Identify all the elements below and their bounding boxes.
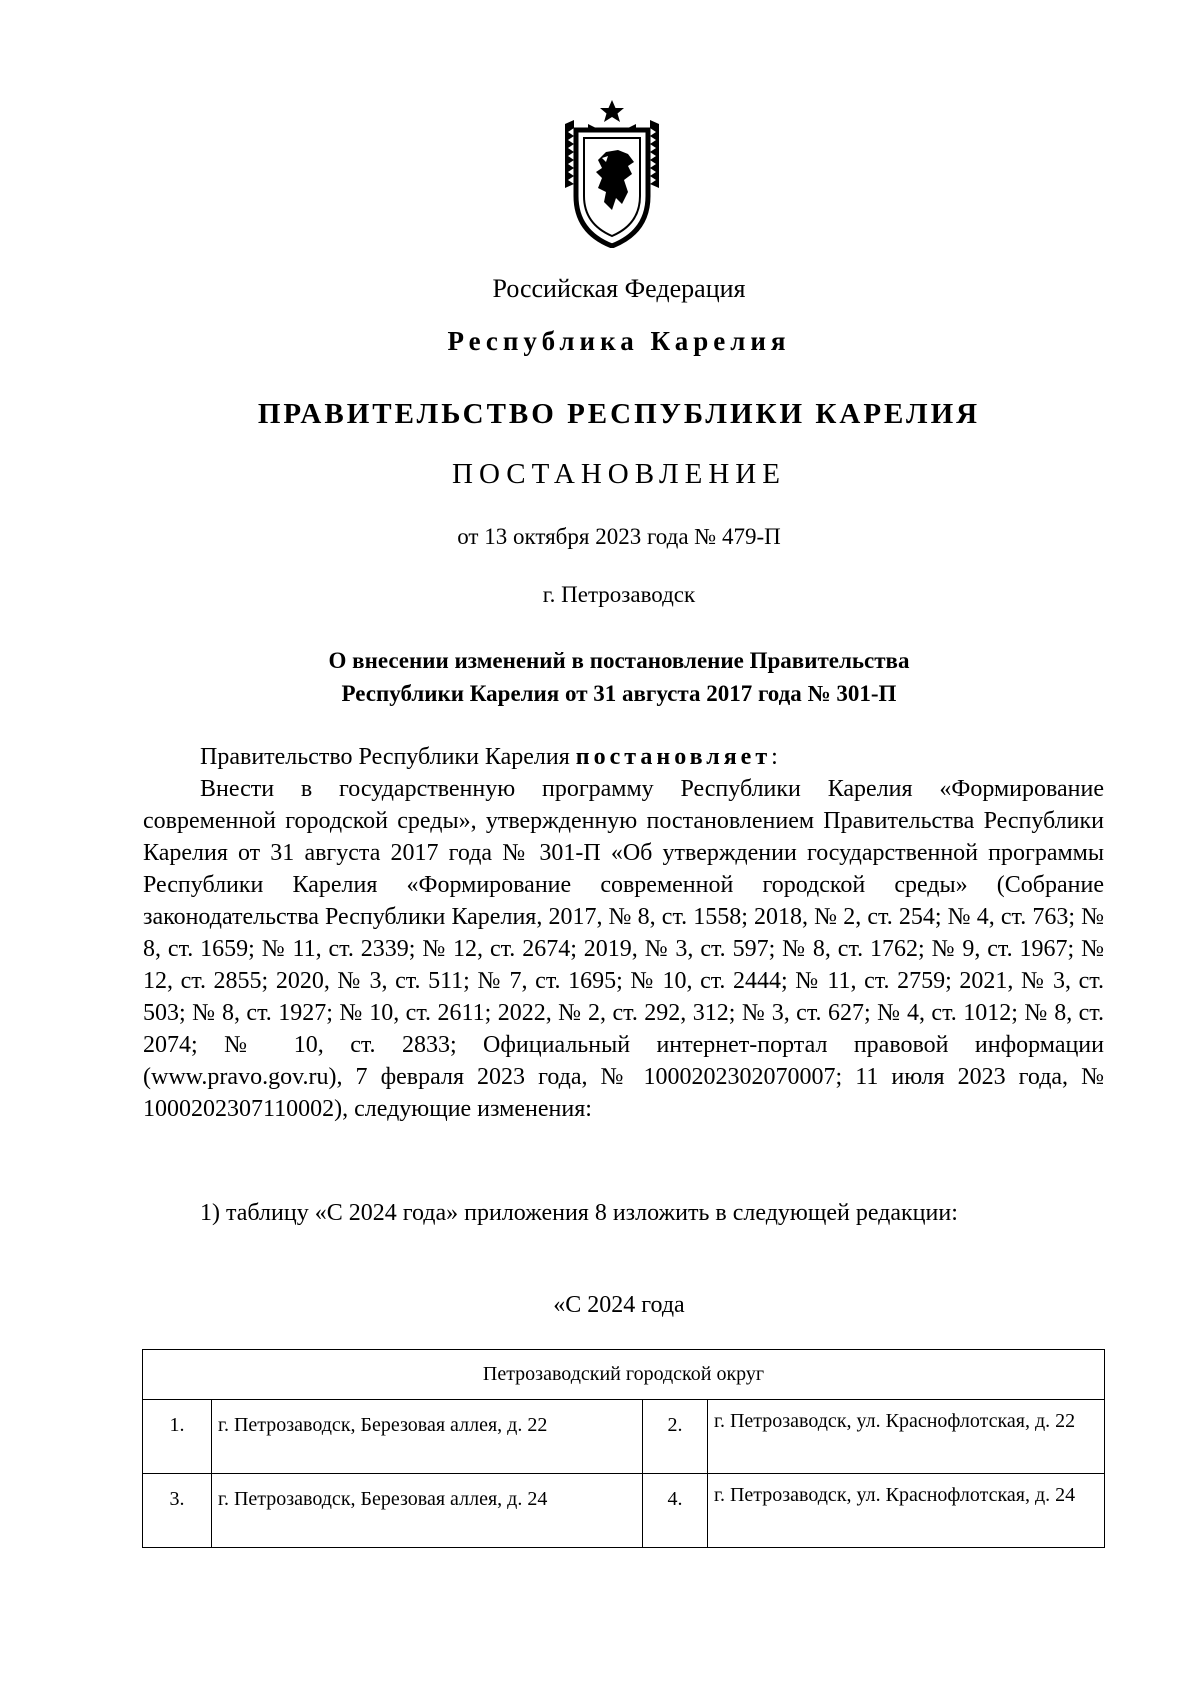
government-name: ПРАВИТЕЛЬСТВО РЕСПУБЛИКИ КАРЕЛИЯ [257, 398, 981, 430]
date-and-number: от 13 октября 2023 года № 479-П [457, 524, 781, 549]
table-row [143, 1400, 1105, 1474]
row-number: 4. [643, 1474, 708, 1548]
karelia-coat-of-arms-icon [562, 100, 662, 248]
document-type: ПОСТАНОВЛЕНИЕ [452, 458, 786, 490]
address-cell: г. Петрозаводск, ул. Краснофлотская, д. 22 [708, 1400, 1105, 1474]
intro-text: Правительство Республики Карелия [200, 744, 576, 770]
document-title-line-1: О внесении изменений в постановление Правительства [328, 648, 910, 673]
republic-name: Республика Карелия [447, 326, 791, 356]
intro-decree-word: постановляет [575, 744, 772, 770]
row-number: 2. [643, 1400, 708, 1474]
address-table [142, 1349, 1105, 1548]
city-name: г. Петрозаводск [542, 582, 696, 607]
row-number: 1. [143, 1400, 212, 1474]
item-1-paragraph: 1) таблицу «С 2024 года» приложения 8 изложить в следующей редакции: [200, 1200, 958, 1226]
document-title [0, 644, 1200, 710]
address-cell: г. Петрозаводск, Березовая аллея, д. 24 [212, 1474, 643, 1548]
document-title-line-2: Республики Карелия от 31 августа 2017 года № 301-П [341, 681, 897, 706]
country-name: Российская Федерация [492, 274, 746, 303]
intro-paragraph [143, 741, 1104, 773]
address-cell: г. Петрозаводск, Березовая аллея, д. 22 [212, 1400, 643, 1474]
table-row [143, 1474, 1105, 1548]
table-caption: «С 2024 года [553, 1292, 685, 1318]
row-number: 3. [143, 1474, 212, 1548]
district-header: Петрозаводский городской округ [143, 1350, 1105, 1400]
intro-colon: : [771, 744, 778, 770]
main-paragraph: Внести в государственную программу Республики Карелия «Формирование современной городской среды», утвержденную постановлением Правительства Республики Карелия от 31 августа 2017 года № 301-П «Об утверждении государственной программы Республики Карелия «Формирование современной городской среды» (Собрание законодательства Республики Карелия, 2017, № 8, ст. 1558; 2018, № 2, ст. 254; № 4, ст. 763; № 8, ст. 1659; № 11, ст. 2339; № 12, ст. 2674; 2019, № 3, ст. 597; № 8, ст. 1762; № 9, ст. 1967; № 12, ст. 2855; 2020, № 3, ст. 511; № 7, ст. 1695; № 10, ст. 2444; № 11, ст. 2759; 2021, № 3, ст. 503; № 8, ст. 1927; № 10, ст. 2611; 2022, № 2, ст. 292, 312; № 3, ст. 627; № 4, ст. 1012; № 8, ст. 2074; № 10, ст. 2833; Официальный интернет-портал правовой информации (www.pravo.gov.ru), 7 февраля 2023 года, № 1000202302070007; 11 июля 2023 года, № 1000202307110002), следующие изменения: [143, 776, 1104, 1122]
address-cell: г. Петрозаводск, ул. Краснофлотская, д. 24 [708, 1474, 1105, 1548]
